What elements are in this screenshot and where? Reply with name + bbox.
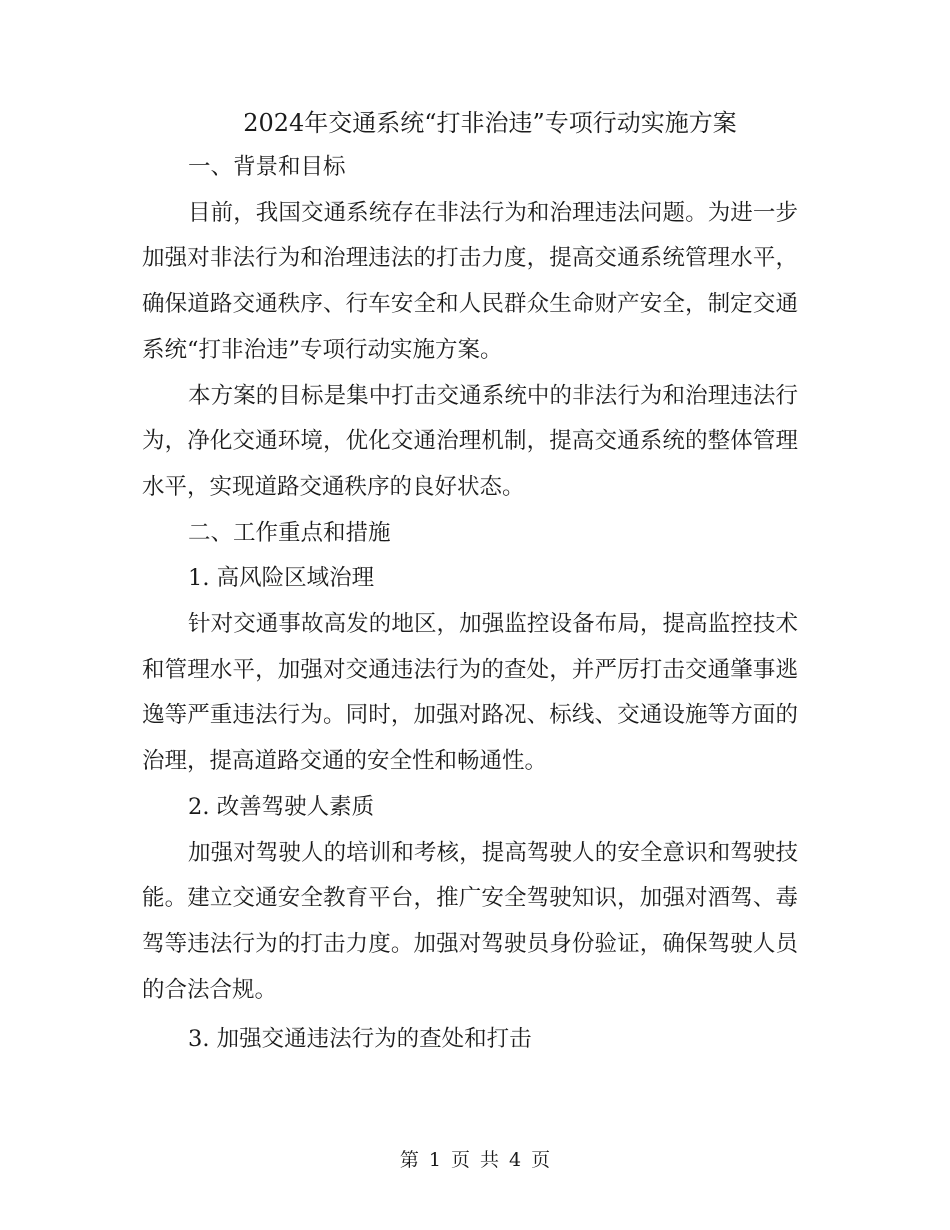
document-body: [142, 101, 798, 1063]
subheading-driver-quality: 2. 改善驾驶人素质: [188, 793, 375, 820]
section-heading-focus: 二、工作重点和措施: [188, 519, 391, 546]
section-heading-background: 一、背景和目标: [188, 154, 346, 180]
paragraph-high-risk: 针对交通事故高发的地区，加强监控设备布局，提高监控技术和管理水平，加强对交通违法行为的查处，并严厉打击交通肇事逃逸等严重违法行为。同时，加强对路况、标线、交通设施等方面的治理，提高道路交通的安全性和畅通性。: [142, 611, 798, 775]
paragraph-goal: 本方案的目标是集中打击交通系统中的非法行为和治理违法行为，净化交通环境，优化交通治理机制，提高交通系统的整体管理水平，实现道路交通秩序的良好状态。: [142, 382, 798, 500]
paragraph-driver-quality: 加强对驾驶人的培训和考核，提高驾驶人的安全意识和驾驶技能。建立交通安全教育平台，推广安全驾驶知识，加强对酒驾、毒驾等违法行为的打击力度。加强对驾驶员身份验证，确保驾驶人员的合法合规。: [142, 839, 798, 1003]
subheading-enforcement: 3. 加强交通违法行为的查处和打击: [188, 1026, 532, 1053]
document-title: 2024年交通系统“打非治违”专项行动实施方案: [243, 109, 737, 137]
subheading-high-risk: 1. 高风险区域治理: [188, 565, 375, 592]
paragraph-background: 目前，我国交通系统存在非法行为和治理违法问题。为进一步加强对非法行为和治理违法的打击力度，提高交通系统管理水平，确保道路交通秩序、行车安全和人民群众生命财产安全，制定交通系统“打非治违”专项行动实施方案。: [142, 199, 798, 363]
page-number-footer: 第 1 页 共 4 页: [399, 1149, 551, 1171]
